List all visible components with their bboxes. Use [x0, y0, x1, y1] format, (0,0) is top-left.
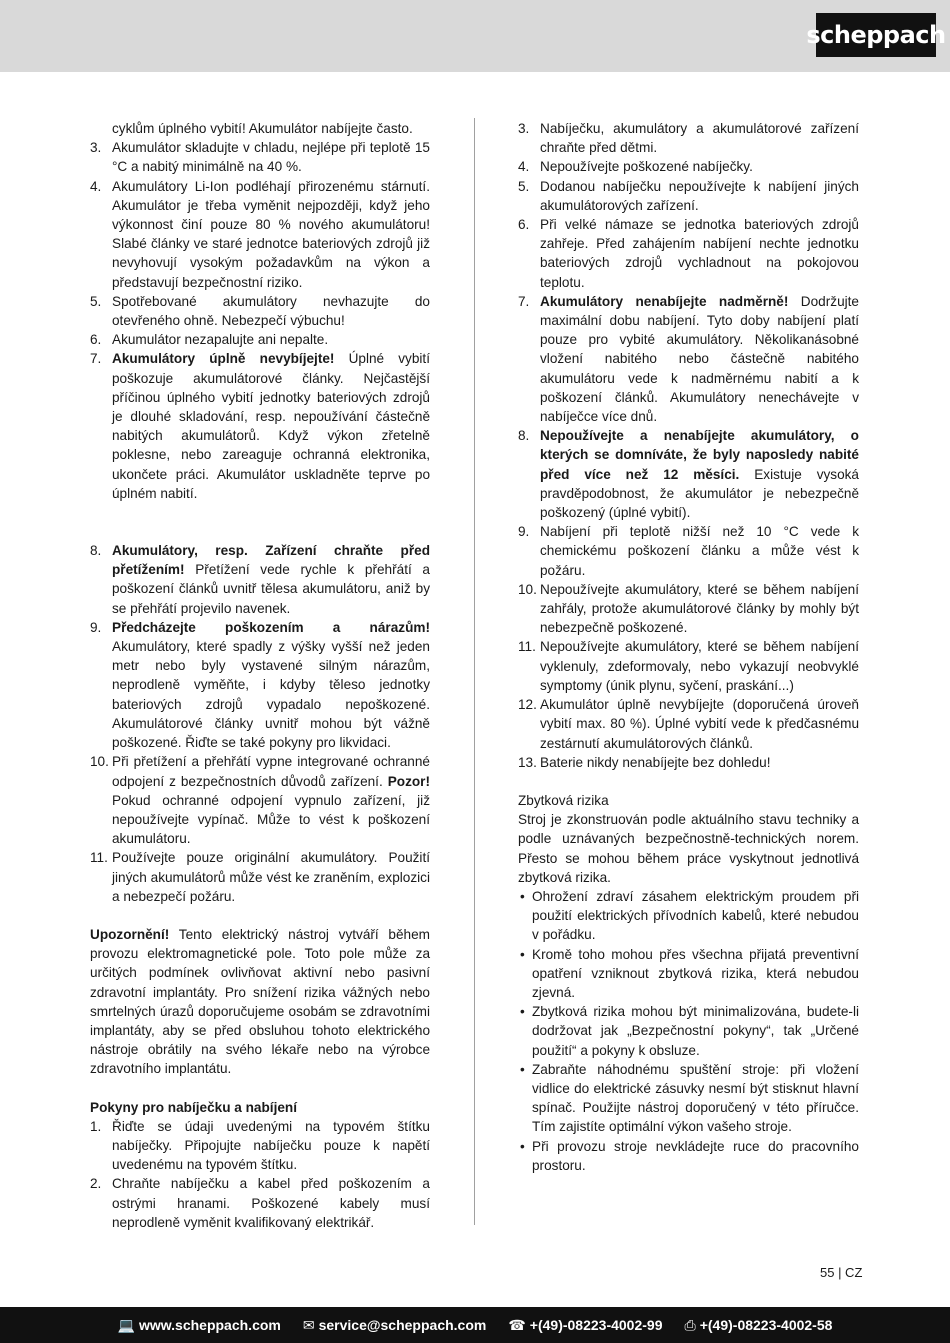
list-item: 9. Nabíjení při teplotě nižší než 10 °C vede k chemickému poškození článku a může vést k požáru. [518, 524, 859, 578]
item-number: 8. [518, 428, 530, 444]
bullet-item: • Zabraňte náhodnému spuštění stroje: při vložení vidlice do elektrické zásuvky nesmí být stisknut hlavní spínač. Použijte nástroj doporučený v této příručce. Tím zajistíte optimální výkon vašeho stroje. [520, 1061, 859, 1135]
bullet-icon: • [520, 888, 525, 904]
list-item: 12. Akumulátor úplně nevybíjejte (doporučená úroveň vybití max. 80 %). Úplné vybití vede k předčasnému zestárnutí akumulátorových článků. [518, 697, 859, 751]
list-item: 11. Nepoužívejte akumulátory, které se během nabíjení vyklenuly, zdeformovaly, nebo vykazují neobvyklé symptomy (únik plynu, syčení, praskání...) [518, 639, 859, 693]
footer-website[interactable]: 💻 www.scheppach.com [117, 1316, 281, 1333]
item-number: 10. [90, 754, 109, 770]
list-item: 1. Řiďte se údaji uvedenými na typovém štítku nabíječky. Připojujte nabíječku pouze k napětí uvedenému na typovém štítku. [90, 1118, 430, 1173]
list-item: 3. Akumulátor skladujte v chladu, nejlépe při teplotě 15 °C a nabitý minimálně na 40 %. [90, 140, 430, 175]
envelope-icon: ✉ [302, 1316, 315, 1333]
warning-paragraph: Upozornění! Tento elektrický nástroj vytváří během provozu elektromagnetické pole. Toto pole může za určitých podmínek ovlivňovat aktivní nebo pasivní zdravotní implantáty. Pro snížení rizika vážných nebo smrtelných úrazů doporučujeme osobám se zdravotními implantáty, aby se před obsluhou tohoto elektrického nástroje obrátily na svého lékaře nebo na výrobce zdravotního implantátu. [90, 926, 430, 1077]
list-item: 3. Nabíječku, akumulátory a akumulátorové zařízení chraňte před dětmi. [518, 121, 859, 156]
item-number: 1. [90, 1118, 102, 1134]
fax-icon: ⎙ [684, 1316, 696, 1333]
brand-logo: scheppach [816, 13, 936, 57]
left-column [90, 119, 430, 1232]
item-number: 7. [518, 293, 530, 309]
bullet-item: • Zbytková rizika mohou být minimalizována, budete-li dodržovat jak „Bezpečnostní pokyny“, tak „Určené použití“ a pokyny k obsluze. [520, 1004, 859, 1058]
item-number: 6. [518, 217, 530, 233]
list-item: 6. Při velké námaze se jednotka bateriových zdrojů zahřeje. Před zahájením nabíjení nechte jednotku bateriových zdrojů vychladnout na pokojovou teplotu. [518, 217, 859, 290]
footer-phone[interactable]: ☎ +(49)-08223-4002-99 [508, 1316, 663, 1333]
bullet-icon: • [520, 946, 525, 962]
list-item: 13. Baterie nikdy nenabíjejte bez dohledu! [518, 753, 859, 772]
item-number: 5. [90, 293, 102, 309]
item-number: 4. [90, 178, 102, 194]
item-number: 8. [90, 543, 102, 559]
bullet-item: • Při provozu stroje nevkládejte ruce do pracovního prostoru. [520, 1138, 859, 1173]
list-item: 8. Nepoužívejte a nenabíjejte akumulátory, o kterých se domníváte, že byly naposledy nabité před více než 12 měsíci. Existuje vysoká pravděpodobnost, že akumulátor je nebezpečně poškozený (úplné vybití). [518, 428, 859, 521]
bullet-icon: • [520, 1004, 525, 1020]
item-number: 6. [90, 332, 102, 348]
right-column [518, 119, 859, 1175]
list-item: 11. Používejte pouze originální akumulátory. Použití jiných akumulátorů může vést ke zraněním, explozici a nebezpečí požáru. [90, 850, 430, 904]
item-number: 3. [90, 140, 102, 156]
item-number: 7. [90, 351, 102, 367]
footer-bar [0, 1307, 950, 1343]
phone-icon: ☎ [508, 1316, 526, 1333]
continued-text: cyklům úplného vybití! Akumulátor nabíjejte často. [112, 121, 413, 136]
list-item: 6. Akumulátor nezapalujte ani nepalte. [90, 330, 430, 349]
list-item: 4. Akumulátory Li-Ion podléhají přirozenému stárnutí. Akumulátor je třeba vyměnit nejpozději, když jeho výkonnost činí pouze 80 % nového akumulátoru! Slabé články ve staré jednotce bateriových zdrojů již nevyhovují vysokým požadavkům na výkon a představují bezpečnostní riziko. [90, 178, 430, 290]
list-item: 7. Akumulátory nenabíjejte nadměrně! Dodržujte maximální dobu nabíjení. Tyto doby nabíjení platí pouze pro vybité akumulátory. Několikanásobné vložení nabitého nebo částečně nabitého akumulátoru vede k nadměrnému nabití a k poškození článků. Akumulátory nenechávejte v nabíječce více dnů. [518, 293, 859, 425]
item-number: 11. [90, 850, 108, 866]
list-item: 7. Akumulátory úplně nevybíjejte! Úplné vybití poškozuje akumulátorové články. Nejčastější příčinou úplného vybití jednotky bateriových zdrojů je dlouhé skladování, resp. nepoužívání částečně nabitých akumulátorů. Když výkon zřetelně poklesne, nebo zareaguje ochranná elektronika, ukončete práci. Akumulátor uskladněte teprve po úplném nabití. [90, 351, 430, 501]
list-item: 8. Akumulátory, resp. Zařízení chraňte před přetížením! Přetížení vede rychle k přehřátí a poškození článků uvnitř tělesa akumulátoru, aniž by se přehřátí projevilo navenek. [90, 543, 430, 616]
item-number: 13. [518, 754, 537, 770]
list-item: 10. Při přetížení a přehřátí vypne integrované ochranné odpojení z bezpečnostních důvodů zařízení. Pozor! Pokud ochranné odpojení vypnulo zařízení, již nepoužívejte vypínač. Může to vést k poškození akumulátoru. [90, 754, 430, 847]
page-number: 55 | CZ [820, 1265, 863, 1280]
item-number: 2. [90, 1176, 102, 1192]
list-item: 5. Spotřebované akumulátory nevhazujte do otevřeného ohně. Nebezpečí výbuchu! [90, 293, 430, 329]
item-number: 9. [90, 619, 102, 635]
residual-heading: Zbytková rizika [518, 792, 609, 808]
item-number: 12. [518, 697, 537, 713]
bullet-icon: • [520, 1138, 525, 1154]
footer-fax[interactable]: ⎙ +(49)-08223-4002-58 [684, 1316, 833, 1333]
item-number: 10. [518, 581, 537, 597]
list-item: 5. Dodanou nabíječku nepoužívejte k nabíjení jiných akumulátorových zařízení. [518, 178, 859, 213]
bullet-item: • Ohrožení zdraví zásahem elektrickým proudem při použití elektrických přívodních kabelů, které nebudou v pořádku. [520, 888, 859, 943]
column-divider [474, 118, 475, 1225]
list-item: 10. Nepoužívejte akumulátory, které se během nabíjení zahřály, protože akumulátorové články by mohly být nebezpečně poškozené. [518, 581, 859, 636]
list-item: 4. Nepoužívejte poškozené nabíječky. [518, 157, 859, 176]
warning-label: Upozornění! [90, 926, 170, 942]
footer-email[interactable]: ✉ service@scheppach.com [302, 1316, 487, 1333]
bullet-item: • Kromě toho mohou přes všechna přijatá preventivní opatření vzniknout zbytková rizika, která nebudou zjevná. [520, 946, 859, 1000]
bullet-icon: • [520, 1061, 525, 1077]
item-number: 9. [518, 524, 530, 540]
residual-intro: Stroj je zkonstruován podle aktuálního stavu techniky a podle uznávaných bezpečnostně-technických norem. Přesto se mohou během práce vyskytnout jednotlivá zbytková rizika. [518, 812, 859, 885]
charger-heading: Pokyny pro nabíječku a nabíjení [90, 1099, 297, 1115]
item-number: 5. [518, 178, 530, 194]
computer-icon: 💻 [117, 1316, 135, 1333]
item-number: 3. [518, 121, 530, 136]
list-item: 9. Předcházejte poškozením a nárazům! Akumulátory, které spadly z výšky vyšší než jeden metr nebo byly vystavené silným nárazům, neprodleně vyměňte, i kdyby těleso jednotky bateriových zdrojů vypadalo nepoškozené. Akumulátorové články uvnitř mohou být vážně poškozené. Řiďte se také pokyny pro likvidaci. [90, 619, 430, 751]
item-number: 4. [518, 159, 530, 175]
list-item: 2. Chraňte nabíječku a kabel před poškozením a ostrými hranami. Poškozené kabely musí neprodleně vyměnit kvalifikovaný elektrikář. [90, 1176, 430, 1230]
item-number: 11. [518, 639, 536, 655]
